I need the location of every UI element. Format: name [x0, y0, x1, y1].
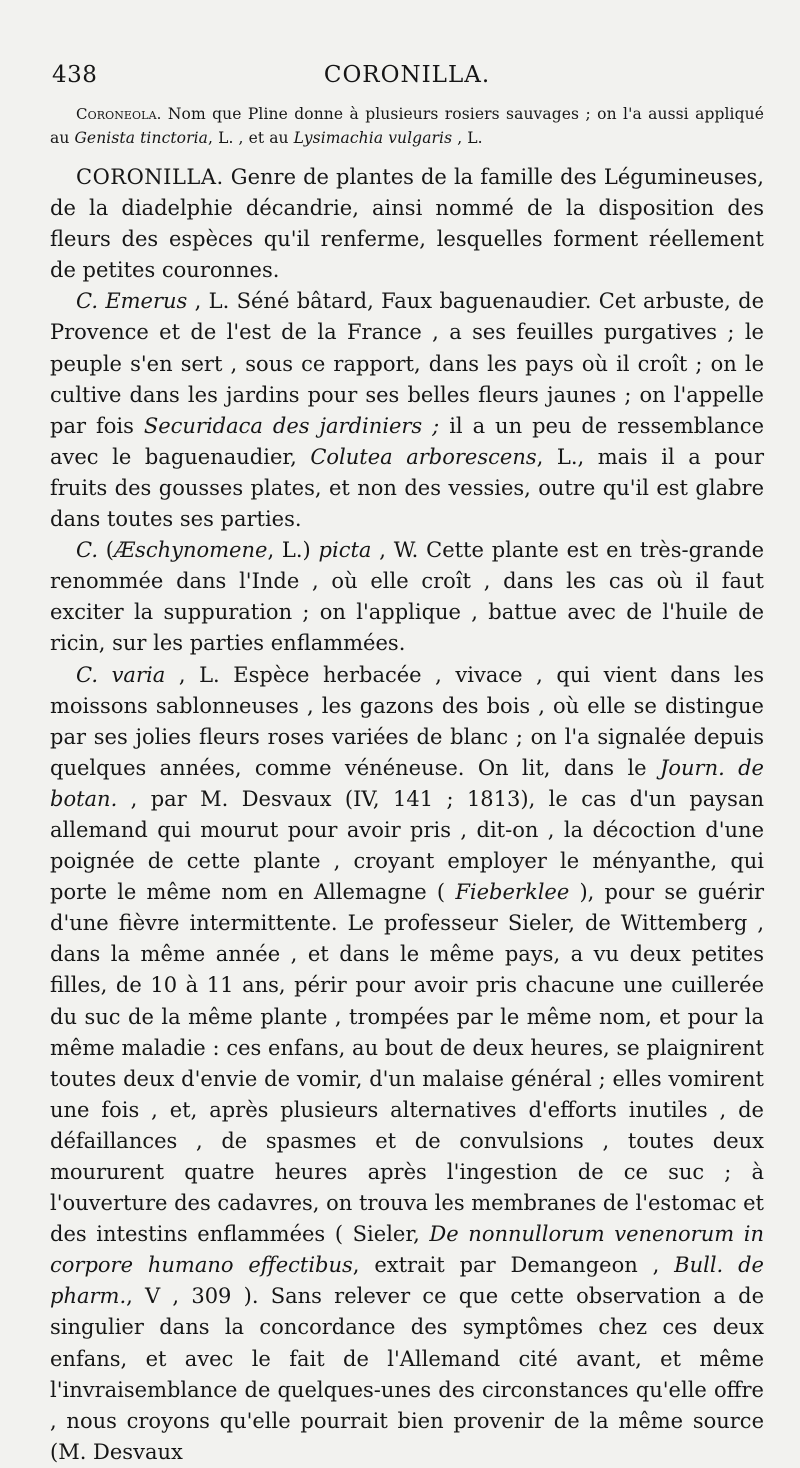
paragraph-text: , L., mais il a pour fruits des gousses plates, et non des vessies, outre qu'il est glabre dans toutes ses parties.: [50, 444, 764, 532]
entry-text: , L. , et au: [208, 129, 294, 147]
species-epithet: picta: [318, 538, 372, 563]
preceding-entry-coroneola: [50, 102, 764, 150]
species-paragraph-varia: [50, 660, 764, 1468]
paragraph-text: , par M. Desvaux (IV, 141 ; 1813), le cas d'un paysan allemand qui mourut pour avoir pris , dit-on , la décoction d'une poignée de cette plante , croyant employer le ményanthe, qui porte le même nom en Allemagne (: [50, 786, 764, 905]
species-paragraph-emerus: [50, 286, 764, 535]
paragraph-text: ), pour se guérir d'une fièvre intermittente. Le professeur Sieler, de Wittemberg , dans la même année , et dans le même pays, a vu deux petites filles, de 10 à 11 ans, périr pour avoir pris chacune une cuillerée du suc de la même plante , trompées par le même nom, et pour la même maladie : ces enfans, au bout de deux heures, se plaignirent toutes deux d'envie de vomir, d'un malaise général ; elles vomirent une fois , et, après plusieurs alternatives d'efforts inutiles , de défaillances , de spasmes et de convulsions , toutes deux moururent quatre heures après l'ingestion de ce suc ; à l'ouverture des cadavres, on trouva les membranes de l'estomac et des intestins enflammées ( Sieler,: [50, 880, 764, 1247]
italic-term: Securidaca des jardiniers ;: [143, 413, 440, 438]
italic-term: Bull. de pharm.: [50, 1253, 764, 1309]
species-name: C.: [76, 538, 98, 563]
italic-term: Colutea arborescens: [310, 444, 537, 469]
running-title: CORONILLA.: [323, 62, 491, 88]
paragraph-text: , L.): [267, 538, 319, 563]
entry-text: Nom que Pline donne à plusieurs rosiers sauvages ; on l'a aussi appliqué au: [50, 105, 764, 147]
species-paragraph-picta: [50, 535, 764, 659]
species-name: Lysimachia vulgaris: [293, 129, 453, 147]
entry-text: , L.: [452, 129, 483, 147]
paragraph-text: , V , 309 ). Sans relever ce que cette observation a de singulier dans la concordance des symptômes chez ces deux enfans, et avec le fait de l'Allemand cité avant, et même l'invraisemblance de quelques-unes des circonstances qu'elle offre , nous croyons qu'elle pourrait bien provenir de la même source (M. Desvaux: [50, 1284, 764, 1464]
entry-head-word: CORONILLA.: [76, 165, 224, 189]
species-name: C. Emerus: [76, 289, 188, 314]
species-name: Genista tinctoria: [74, 129, 209, 147]
entry-text: Genre de plantes de la famille des Légumineuses, de la diadelphie décandrie, ainsi nommé de la disposition des fleurs des espèces qu'il renferme, lesquelles forment réellement de petites couronnes.: [50, 165, 764, 283]
italic-term: De nonnullorum venenorum in corpore humano effectibus: [50, 1222, 765, 1278]
paragraph-text: , W. Cette plante est en très-grande renommée dans l'Inde , où elle croît , dans les cas où il faut exciter la suppuration ; on l'applique , battue avec de l'huile de ricin, sur les parties enflammées.: [50, 538, 765, 656]
paragraph-text: , L. Séné bâtard, Faux baguenaudier. Cet arbuste, de Provence et de l'est de la France , a ses feuilles purgatives ; le peuple s'en sert , sous ce rapport, dans les pays où il croît ; on le cultive dans les jardins pour ses belles fleurs jaunes ; on l'appelle par fois: [50, 289, 765, 438]
italic-term: Journ. de botan.: [50, 755, 764, 811]
paragraph-text: il a un peu de ressemblance avec le baguenaudier,: [50, 413, 764, 469]
page-number: 438: [52, 62, 98, 88]
running-head: [50, 58, 764, 102]
italic-term: Fieberklee: [455, 880, 570, 905]
paragraph-text: , extrait par Demangeon ,: [352, 1253, 675, 1278]
paragraph-text: (: [98, 538, 115, 563]
paragraph-text: , L. Espèce herbacée , vivace , qui vient dans les moissons sablonneuses , les gazons des bois , où elle se distingue par ses jolies fleurs roses variées de blanc ; on l'a signalée depuis quelques années, comme vénéneuse. On lit, dans le: [50, 662, 764, 780]
synonym-name: Æschynomene: [114, 538, 268, 563]
species-name: C. varia: [76, 662, 166, 687]
main-entry-coronilla: [50, 162, 764, 286]
entry-head-word: Coroneola.: [76, 105, 162, 123]
